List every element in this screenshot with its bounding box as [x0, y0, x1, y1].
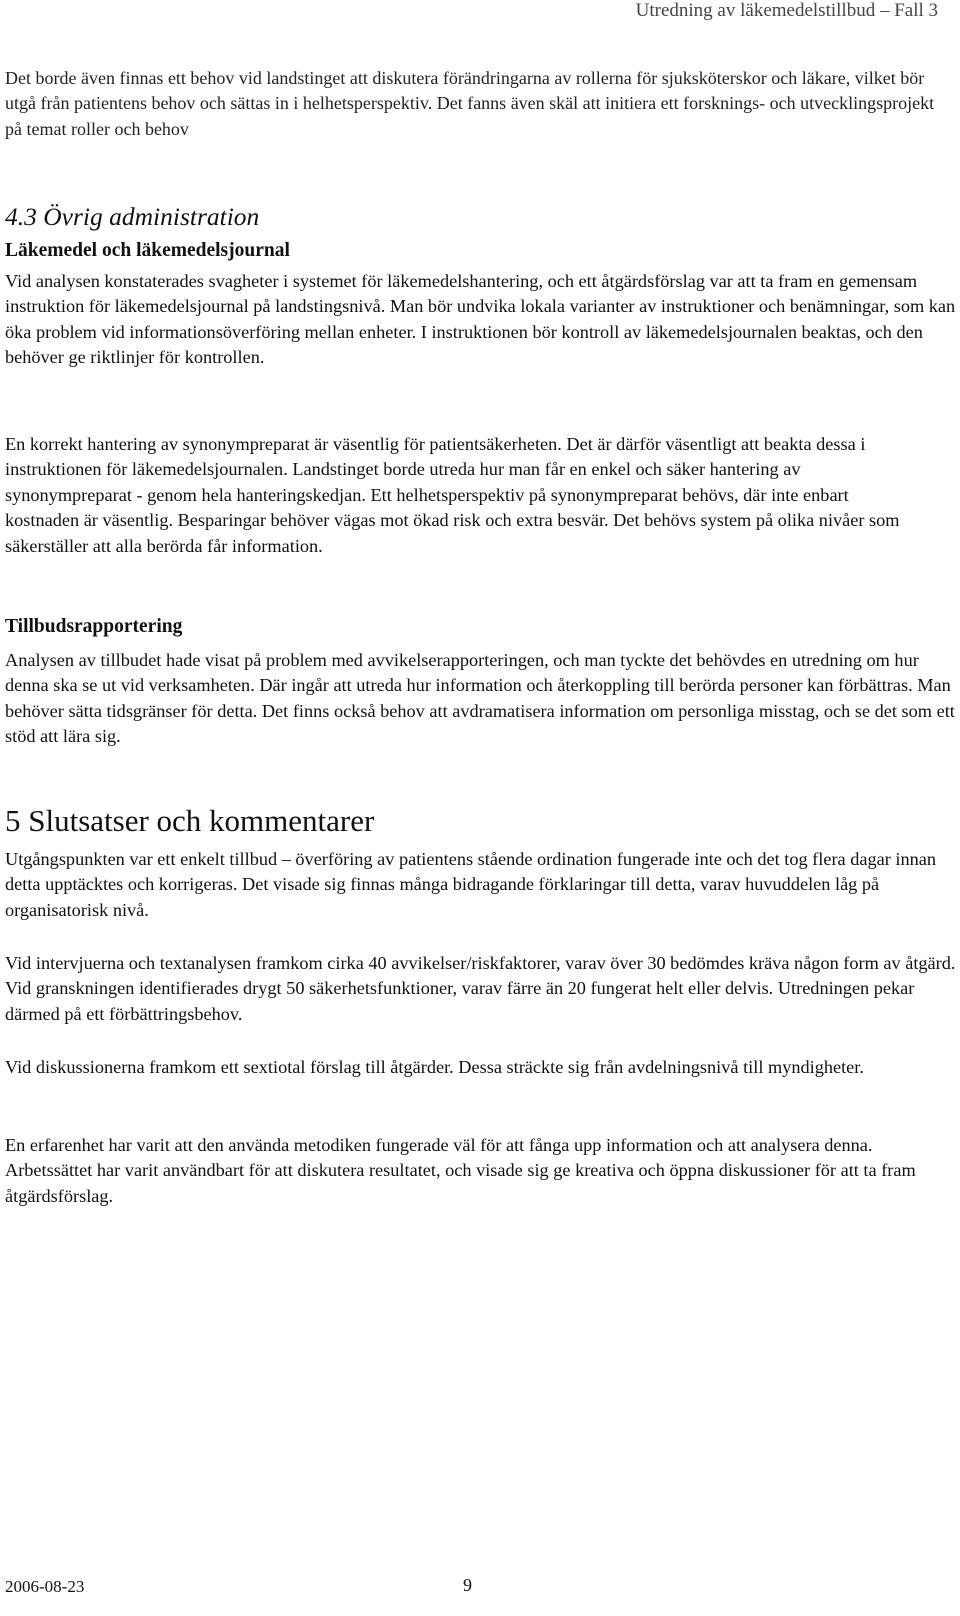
section-5-title: 5 Slutsatser och kommentarer — [5, 803, 375, 838]
section-4-3-title: 4.3 Övrig administration — [5, 202, 260, 231]
footer-date: 2006-08-23 — [5, 1577, 85, 1596]
lakemedel-paragraph-1: Vid analysen konstaterades svagheter i systemet för läkemedelshantering, och ett åtgärdsförslag var att ta fram en gemensam instruktion för läkemedelsjournal på landstingsnivå. Man bör undvika lokala varianter av instruktioner och benämningar, som kan öka problem vid informationsöverföring mellan enheter. I instruktionen bör kontroll av läkemedelsjournalen beaktas, och den behöver ge riktlinjer för kontrollen. — [5, 271, 956, 368]
running-header: Utredning av läkemedelstillbud – Fall 3 — [635, 0, 938, 21]
subsection-lakemedel-heading: Läkemedel och läkemedelsjournal — [5, 240, 290, 261]
subsection-tillbud-heading: Tillbudsrapportering — [5, 616, 183, 637]
section-5-paragraph-2: Vid intervjuerna och textanalysen framkom cirka 40 avvikelser/riskfaktorer, varav över 30 bedömdes kräva någon form av åtgärd. Vid granskningen identifierades drygt 50 säkerhetsfunktioner, varav färre än 20 fungerat helt eller delvis. Utredningen pekar därmed på ett förbättringsbehov. — [5, 953, 956, 1024]
page-number: 9 — [463, 1575, 472, 1595]
tillbud-paragraph-1: Analysen av tillbudet hade visat på problem med avvikelserapporteringen, och man tyckte det behövdes en utredning om hur denna ska se ut vid verksamheten. Där ingår att utreda hur information och återkoppling till berörda personer kan förbättras. Man behöver sätta tidsgränser för detta. Det finns också behov att avdramatisera information om personliga misstag, och se det som ett stöd att lära sig. — [5, 650, 955, 747]
section-5-paragraph-3: Vid diskussionerna framkom ett sextiotal förslag till åtgärder. Dessa sträckte sig från avdelningsnivå till myndigheter. — [5, 1057, 864, 1077]
intro-paragraph: Det borde även finnas ett behov vid landstinget att diskutera förändringarna av rollerna för sjuksköterskor och läkare, vilket bör utgå från patientens behov och sättas in i helhetsperspektiv. Det fanns även skäl att initiera ett forsknings- och utvecklingsprojekt på temat roller och behov — [5, 68, 935, 139]
section-5-paragraph-1: Utgångspunkten var ett enkelt tillbud – överföring av patientens stående ordination fungerade inte och det tog flera dagar innan detta upptäcktes och korrigeras. Det visade sig finnas många bidragande förklaringar till detta, varav huvuddelen låg på organisatorisk nivå. — [5, 849, 937, 920]
lakemedel-paragraph-2: En korrekt hantering av synonympreparat är väsentlig för patientsäkerheten. Det är därför väsentligt att beakta dessa i instruktionen för läkemedelsjournalen. Landstinget borde utreda hur man får en enkel och säker hantering av synonympreparat - genom hela hanteringskedjan. Ett helhetsperspektiv på synonympreparat behövs, där inte enbart kostnaden är väsentlig. Besparingar behöver vägas mot ökad risk och extra besvär. Det behövs system på olika nivåer som säkerställer att alla berörda får information. — [5, 434, 900, 556]
section-5-paragraph-4: En erfarenhet har varit att den använda metodiken fungerade väl för att fånga upp information och att analysera denna. Arbetssättet har varit användbart för att diskutera resultatet, och visade sig ge kreativa och öppna diskussioner för att ta fram åtgärdsförslag. — [5, 1135, 916, 1206]
